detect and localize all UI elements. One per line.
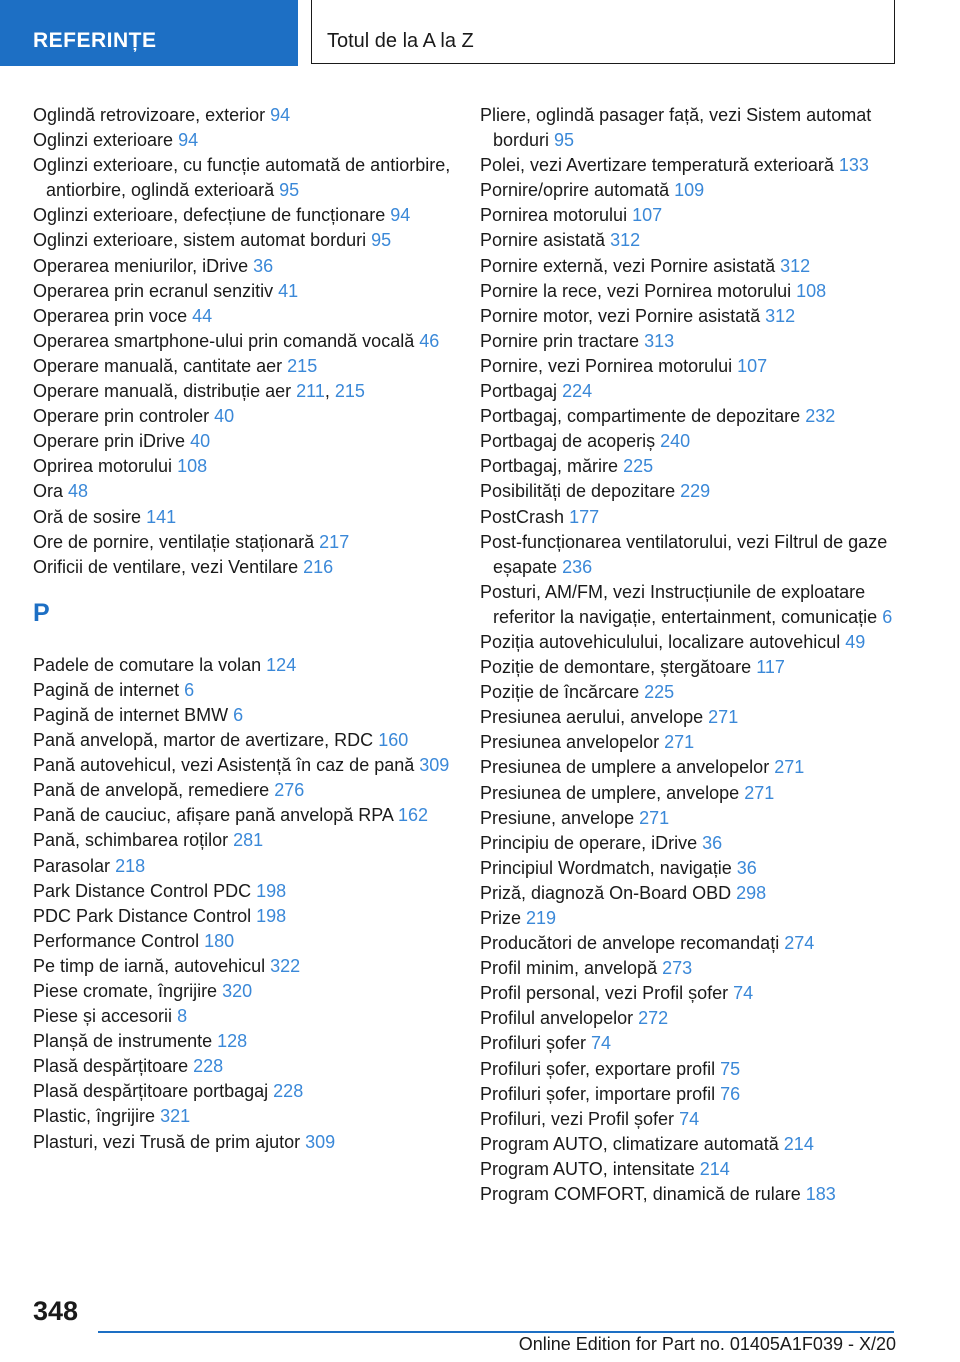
page-reference-link[interactable]: 74 <box>733 983 754 1004</box>
page-reference-link[interactable]: 124 <box>266 654 297 675</box>
entry-term: Portbagaj, mărire <box>480 456 619 477</box>
index-entry <box>480 831 900 856</box>
page-reference-link[interactable]: 36 <box>702 832 723 853</box>
page-reference-link[interactable]: 211 <box>296 381 325 402</box>
index-group-o <box>33 103 453 580</box>
page-reference-link[interactable]: 309 <box>305 1131 336 1152</box>
page-reference-link[interactable]: 228 <box>273 1081 304 1102</box>
index-entry <box>480 279 900 304</box>
index-entry: Operare manuală, distribuție aer 211, 215 <box>33 381 365 402</box>
entry-term: Operare prin iDrive <box>33 431 186 452</box>
index-entry <box>33 854 453 879</box>
page-reference-link[interactable]: 271 <box>774 757 805 778</box>
entry-term: Orificii de ventilare, vezi Ventilare <box>33 556 299 577</box>
index-entry <box>33 279 453 304</box>
index-entry <box>33 803 453 828</box>
page-reference-link[interactable]: 281 <box>233 830 264 851</box>
index-entry <box>33 1054 453 1079</box>
entry-term: Principiu de operare, iDrive <box>480 832 698 853</box>
index-entry <box>480 530 900 580</box>
index-entry <box>33 728 453 753</box>
page-reference-link[interactable]: 94 <box>178 130 199 151</box>
entry-term: Plasturi, vezi Trusă de prim ajutor <box>33 1131 301 1152</box>
entry-term: Oglinzi exterioare, defecțiune de funcționare <box>33 205 386 226</box>
entry-term: Presiunea de umplere, anvelope <box>480 782 740 803</box>
entry-term: Program COMFORT, dinamică de rulare <box>480 1184 801 1205</box>
entry-term: Pagină de internet <box>33 679 180 700</box>
page-reference-link[interactable]: 74 <box>679 1108 700 1129</box>
page-reference-link[interactable]: 198 <box>256 880 287 901</box>
page-reference-link[interactable]: 107 <box>632 205 663 226</box>
entry-term: Profiluri șofer, importare profil <box>480 1083 716 1104</box>
page-reference-link[interactable]: 141 <box>146 506 177 527</box>
page-reference-link[interactable]: 298 <box>736 882 767 903</box>
index-entry <box>480 956 900 981</box>
entry-term: Pornire externă, vezi Pornire asistată <box>480 255 776 276</box>
entry-term: Operarea smartphone-ului prin comandă vocală <box>33 330 415 351</box>
index-entry <box>480 906 900 931</box>
page-reference-link[interactable]: 320 <box>222 981 253 1001</box>
page-reference-link[interactable]: 309 <box>419 755 450 776</box>
index-column-right <box>480 103 900 1207</box>
page-reference-link[interactable]: 228 <box>193 1056 224 1077</box>
index-entry <box>480 931 900 956</box>
page-reference-link[interactable]: 107 <box>737 355 768 376</box>
index-entry <box>33 228 453 253</box>
page-reference-link[interactable]: 217 <box>319 531 350 552</box>
page-reference-link[interactable]: 273 <box>662 958 693 979</box>
index-column-left <box>33 103 453 1155</box>
entry-term: Portbagaj de acoperiș <box>480 431 656 452</box>
page-header <box>0 0 960 66</box>
entry-term: Profiluri șofer, exportare profil <box>480 1058 716 1079</box>
entry-term: Pană, schimbarea roților <box>33 830 229 851</box>
entry-term: Pagină de internet BMW <box>33 704 229 725</box>
page-reference-link[interactable]: 271 <box>639 807 670 828</box>
index-entry <box>33 753 453 778</box>
index-entry <box>33 479 453 504</box>
page-reference-link[interactable]: 41 <box>278 280 299 301</box>
entry-term: Profiluri șofer <box>480 1033 587 1054</box>
page-reference-link[interactable]: 214 <box>783 1133 814 1154</box>
page-reference-link[interactable]: 225 <box>644 682 675 703</box>
index-entry <box>480 881 900 906</box>
entry-term: Operarea prin ecranul senzitiv <box>33 280 274 301</box>
entry-term: Oglinzi exterioare <box>33 130 174 151</box>
index-entry <box>33 404 453 429</box>
entry-term: Portbagaj, compartimente de depozitare <box>480 406 801 427</box>
page-reference-link[interactable]: 272 <box>638 1008 669 1029</box>
edition-note: Online Edition for Part no. 01405A1F039 - X/20 <box>518 1334 896 1354</box>
entry-term: Ora <box>33 481 64 502</box>
page-reference-link[interactable]: 180 <box>204 930 235 951</box>
chapter-title: Totul de la A la Z <box>311 0 895 64</box>
entry-term: Pornirea motorului <box>480 205 628 226</box>
entry-term: Presiunea aerului, anvelope <box>480 707 704 728</box>
index-entry <box>480 781 900 806</box>
index-entry <box>480 730 900 755</box>
section-tab[interactable]: REFERINȚE <box>0 0 298 66</box>
entry-term: PostCrash <box>480 506 565 527</box>
page-reference-link[interactable]: 94 <box>390 205 411 226</box>
entry-term: Pană de cauciuc, afișare pană anvelopă RPA <box>33 805 393 826</box>
entry-term: PDC Park Distance Control <box>33 905 252 926</box>
entry-term: Post-funcționarea ventilatorului, vezi Filtrul de gaze eșapate <box>480 531 888 577</box>
index-entry <box>480 354 900 379</box>
index-entry <box>480 1057 900 1082</box>
page-reference-link[interactable]: 274 <box>784 933 815 954</box>
page-reference-link[interactable]: 76 <box>720 1083 741 1104</box>
page-reference-link[interactable]: 198 <box>256 905 287 926</box>
index-entry <box>480 755 900 780</box>
index-entry <box>480 505 900 530</box>
page-reference-link[interactable]: 321 <box>160 1106 191 1127</box>
index-entry <box>33 429 453 454</box>
index-entry <box>33 979 453 1004</box>
entry-term: Oglindă retrovizoare, exterior <box>33 105 266 125</box>
entry-term: Priză, diagnoză On-Board OBD <box>480 882 732 903</box>
index-entry <box>33 778 453 803</box>
page-reference-link[interactable]: 128 <box>217 1031 248 1052</box>
page-reference-link[interactable]: 313 <box>644 330 675 351</box>
index-entry <box>33 929 453 954</box>
page-reference-link[interactable]: 74 <box>591 1033 612 1054</box>
page-reference-link[interactable]: 75 <box>720 1058 741 1079</box>
entry-term: Park Distance Control PDC <box>33 880 252 901</box>
entry-term: Operarea prin voce <box>33 305 188 326</box>
index-entry <box>480 981 900 1006</box>
index-entry <box>480 806 900 831</box>
entry-term: Operare prin controler <box>33 406 210 427</box>
entry-term: Oră de sosire <box>33 506 142 527</box>
index-entry <box>33 653 453 678</box>
page-reference-link[interactable]: 225 <box>623 456 654 477</box>
entry-term: Oglinzi exterioare, sistem automat borduri <box>33 230 367 251</box>
entry-term: Pliere, oglindă pasager față, vezi Sistem automat borduri <box>480 105 872 151</box>
index-entry <box>33 454 453 479</box>
entry-term: Pană anvelopă, martor de avertizare, RDC <box>33 730 374 751</box>
index-entry <box>480 1157 900 1182</box>
entry-term: Piese și accesorii <box>33 1006 173 1027</box>
index-entry <box>33 828 453 853</box>
index-group-p <box>33 653 453 1155</box>
index-entry <box>480 203 900 228</box>
index-entry <box>480 228 900 253</box>
index-entry <box>33 1079 453 1104</box>
entry-term: Profilul anvelopelor <box>480 1008 634 1029</box>
index-entry <box>33 304 453 329</box>
index-entry <box>33 954 453 979</box>
page-reference-link[interactable]: 215 <box>287 355 318 376</box>
page-reference-link[interactable]: 177 <box>569 506 600 527</box>
page-reference-link[interactable]: 36 <box>736 857 757 878</box>
page-reference-link[interactable]: 312 <box>780 255 811 276</box>
index-entry <box>33 904 453 929</box>
index-entry <box>480 254 900 279</box>
page-number: 348 <box>33 1296 79 1326</box>
index-entry <box>33 103 453 128</box>
page-reference-link[interactable]: 108 <box>796 280 827 301</box>
page-reference-link[interactable]: 133 <box>838 155 869 176</box>
entry-term: Pornire/oprire automată <box>480 180 670 201</box>
page-reference-link[interactable]: 48 <box>68 481 89 502</box>
index-entry <box>33 530 453 555</box>
footer-divider <box>98 1331 894 1333</box>
entry-term: Operare manuală, cantitate aer <box>33 355 283 376</box>
page-reference-link[interactable]: 94 <box>270 105 291 125</box>
page-reference-link[interactable]: 229 <box>680 481 711 502</box>
entry-term: Pornire asistată <box>480 230 606 251</box>
index-entry <box>480 1132 900 1157</box>
entry-term: Oprirea motorului <box>33 456 173 477</box>
index-entry <box>480 1182 900 1207</box>
page-reference-link[interactable]: 183 <box>805 1184 836 1205</box>
entry-term: Pană autovehicul, vezi Asistență în caz de pană <box>33 755 415 776</box>
page-reference-link[interactable]: 44 <box>192 305 213 326</box>
page-reference-link[interactable]: 160 <box>378 730 409 751</box>
page-reference-link[interactable]: 6 <box>184 679 195 700</box>
index-entry <box>480 404 900 429</box>
index-entry <box>480 705 900 730</box>
entry-term: Pornire la rece, vezi Pornirea motorului <box>480 280 792 301</box>
index-entry <box>480 329 900 354</box>
entry-term: Operare manuală, distribuție aer <box>33 381 292 402</box>
index-entry <box>480 454 900 479</box>
index-entry <box>33 254 453 279</box>
page-reference-link[interactable]: 8 <box>177 1006 188 1027</box>
index-entry <box>33 703 453 728</box>
index-entry <box>33 128 453 153</box>
page-reference-link[interactable]: 162 <box>397 805 428 826</box>
page-reference-link[interactable]: 6 <box>233 704 244 725</box>
index-entry <box>33 153 453 203</box>
index-entry <box>33 879 453 904</box>
page-reference-link[interactable]: 232 <box>805 406 836 427</box>
page-reference-link[interactable]: 240 <box>660 431 691 452</box>
page-reference-link[interactable]: 36 <box>253 255 274 276</box>
page-reference-link[interactable]: 271 <box>664 732 695 753</box>
entry-term: Profil personal, vezi Profil șofer <box>480 983 729 1004</box>
page-reference-link[interactable]: 95 <box>279 180 300 201</box>
index-entry <box>33 678 453 703</box>
entry-term: Presiunea de umplere a anvelopelor <box>480 757 770 778</box>
entry-term: Posturi, AM/FM, vezi Instrucțiunile de exploatare referitor la navigație, entertainment, comunicație <box>480 581 878 627</box>
index-entry <box>480 103 900 153</box>
entry-term: Plasă despărțitoare portbagaj <box>33 1081 269 1102</box>
index-entry <box>33 555 453 580</box>
index-entry <box>33 354 453 379</box>
index-entry <box>33 203 453 228</box>
page-reference-link[interactable]: 322 <box>270 955 301 976</box>
entry-term: Pe timp de iarnă, autovehicul <box>33 955 266 976</box>
page-reference-link[interactable]: 40 <box>190 431 211 452</box>
page-reference-link[interactable]: 95 <box>554 130 575 151</box>
page-reference-link[interactable]: 49 <box>845 631 866 652</box>
index-entry <box>480 379 900 404</box>
page-reference-link[interactable]: 109 <box>674 180 705 201</box>
entry-term: Pornire, vezi Pornirea motorului <box>480 355 733 376</box>
entry-term: Producători de anvelope recomandați <box>480 933 780 954</box>
entry-term: Plastic, îngrijire <box>33 1106 156 1127</box>
page-reference-link[interactable]: 95 <box>371 230 392 251</box>
index-entry <box>33 329 453 354</box>
index-entry <box>480 429 900 454</box>
index-entry <box>480 479 900 504</box>
entry-term: Planșă de instrumente <box>33 1031 213 1052</box>
index-entry <box>480 1082 900 1107</box>
entry-term: Pană de anvelopă, remediere <box>33 780 270 801</box>
index-entry <box>480 178 900 203</box>
index-entry <box>480 680 900 705</box>
entry-term: Pornire motor, vezi Pornire asistată <box>480 305 761 326</box>
index-entry <box>33 1104 453 1129</box>
page-reference-link[interactable]: 271 <box>744 782 775 803</box>
entry-term: Pornire prin tractare <box>480 330 640 351</box>
entry-term: Performance Control <box>33 930 200 951</box>
page-reference-link[interactable]: 108 <box>177 456 208 477</box>
index-entry <box>33 505 453 530</box>
entry-term: Principiul Wordmatch, navigație <box>480 857 732 878</box>
page-reference-link[interactable]: 218 <box>115 855 146 876</box>
index-entry <box>480 630 900 655</box>
index-entry <box>480 580 900 630</box>
entry-term: Polei, vezi Avertizare temperatură exterioară <box>480 155 834 176</box>
entry-term: Profil minim, anvelopă <box>480 958 658 979</box>
page-reference-link[interactable]: 216 <box>303 556 334 577</box>
entry-term: Program AUTO, climatizare automată <box>480 1133 779 1154</box>
index-entry <box>33 1029 453 1054</box>
entry-term: Parasolar <box>33 855 111 876</box>
page-reference-link[interactable]: 271 <box>708 707 739 728</box>
index-entry <box>480 304 900 329</box>
index-entry <box>480 1107 900 1132</box>
page-reference-link[interactable]: 6 <box>882 606 893 627</box>
entry-term: Piese cromate, îngrijire <box>33 981 218 1001</box>
index-entry <box>480 1031 900 1056</box>
entry-term: Prize <box>480 908 522 928</box>
entry-term: Posibilități de depozitare <box>480 481 676 502</box>
entry-term: Padele de comutare la volan <box>33 654 262 675</box>
index-entry <box>480 655 900 680</box>
page-reference-link[interactable]: 215 <box>334 381 365 402</box>
page-reference-link[interactable]: 46 <box>419 330 440 351</box>
entry-term: Operarea meniurilor, iDrive <box>33 255 249 276</box>
page-reference-link[interactable]: 276 <box>274 780 305 801</box>
entry-term: Oglinzi exterioare, cu funcție automată de antiorbire, antiorbire, oglindă exterioară <box>33 155 451 201</box>
index-entry <box>480 153 900 178</box>
index-entry <box>33 1004 453 1029</box>
entry-term: Poziție de încărcare <box>480 682 640 703</box>
page-reference-link[interactable]: 236 <box>562 556 593 577</box>
page-reference-link[interactable]: 40 <box>214 406 235 427</box>
page-reference-link[interactable]: 117 <box>756 657 785 678</box>
entry-term: Presiunea anvelopelor <box>480 732 660 753</box>
page-reference-link[interactable]: 224 <box>562 381 593 402</box>
entry-term: Program AUTO, intensitate <box>480 1158 695 1179</box>
entry-term: Poziția autovehiculului, localizare autovehicul <box>480 631 841 652</box>
index-entry <box>480 1006 900 1031</box>
page-reference-link[interactable]: 312 <box>610 230 641 251</box>
entry-term: Ore de pornire, ventilație staționară <box>33 531 315 552</box>
entry-term: Plasă despărțitoare <box>33 1056 189 1077</box>
page-reference-link[interactable]: 219 <box>526 908 557 928</box>
section-letter: P <box>33 598 50 627</box>
entry-term: Portbagaj <box>480 381 558 402</box>
index-group-p-continued <box>480 103 900 1207</box>
entry-term: Presiune, anvelope <box>480 807 635 828</box>
entry-term: Profiluri, vezi Profil șofer <box>480 1108 675 1129</box>
entry-term: Poziție de demontare, ștergătoare <box>480 657 752 678</box>
page-reference-link[interactable]: 214 <box>699 1158 730 1179</box>
index-entry <box>480 856 900 881</box>
page-reference-link[interactable]: 312 <box>765 305 796 326</box>
index-entry <box>33 1130 453 1155</box>
